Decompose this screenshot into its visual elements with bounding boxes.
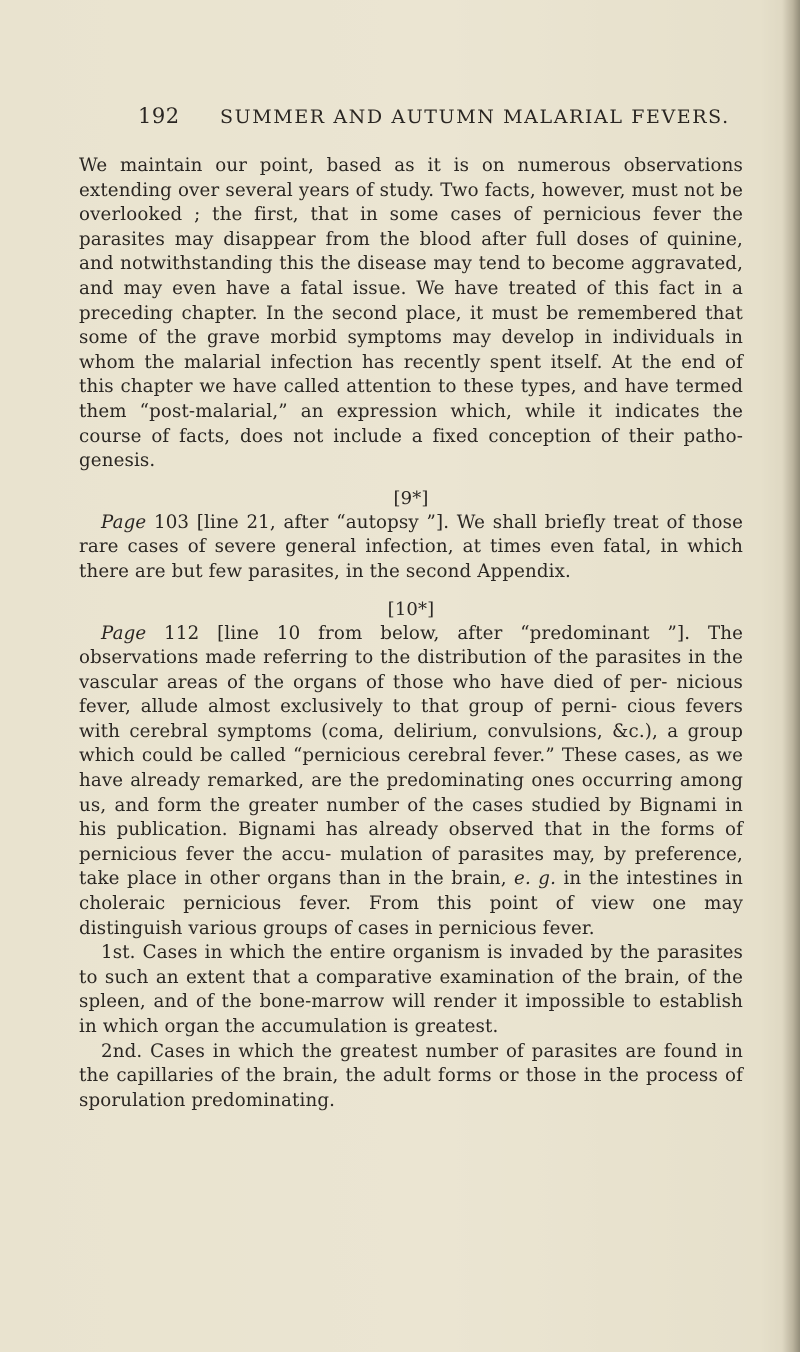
paragraph-first-case: 1st. Cases in which the entire organism is invaded by the parasites to such an extent that a comparative examination of the brain, of the spleen, and of the bone-marrow will render it impossible to establish in which organ the accumulation is greatest. xyxy=(79,942,743,1037)
page-header xyxy=(138,104,778,134)
paragraph-maintain-point: We maintain our point, based as it is on numerous observations extending over several years of study. Two facts, however, must not be overlooked ; the first, that in some cases of pernicious fever the parasites may disappear from the blood after full doses of quinine, and notwithstanding this the disease may tend to become aggravated, and may even have a fatal issue. We have treated of this fact in a preceding chapter. In the second place, it must be remembered that some of the grave morbid symptoms may develop in individuals in whom the malarial infection has recently spent itself. At the end of this chapter we have called attention to these types, and have termed them “post-malarial,” an expression which, while it indicates the course of facts, does not include a fixed conception of their patho- genesis. xyxy=(79,155,743,472)
note-10-paragraph xyxy=(79,622,743,942)
paragraph-second-case: 2nd. Cases in which the greatest number of parasites are found in the capillaries of the brain, the adult forms or those in the process of sporulation predominating. xyxy=(79,1040,743,1111)
note-10-text: 112 [line 10 from below, after “predominant ”]. The observations made referring to the distribution of the parasites in the vascular areas of the organs of those who have died of per- nicious fever, allude almost exclusively to that group of perni- cious fevers with cerebral symptoms (coma, delirium, convulsions, &c.), a group which could be called “pernicious cerebral fever.” These cases, as we have already remarked, are the predominating ones occurring among us, and form the greater number of the cases studied by Bignami in his publication. Bignami has already observed that in the forms of pernicious fever the accu- mulation of parasites may, by preference, take place in other organs than in the brain, xyxy=(79,622,744,890)
body-text xyxy=(79,154,743,1113)
page-number: 192 xyxy=(138,104,180,128)
note-10-eg: e. g. xyxy=(514,868,557,890)
note-10-text-end: in the intestines in choleraic pernicious fever. From this point of view one may distinguish various groups of cases in pernicious fever. xyxy=(79,868,743,939)
note-9-page-label: Page xyxy=(101,511,147,533)
page-edge-shadow xyxy=(782,0,800,1352)
running-title: SUMMER AND AUTUMN MALARIAL FEVERS. xyxy=(220,106,730,128)
note-10-page-label: Page xyxy=(101,622,147,644)
note-9-text: 103 [line 21, after “autopsy ”]. We shall briefly treat of those rare cases of severe general infection, at times even fatal, in which there are but few parasites, in the second Appendix. xyxy=(79,511,743,582)
note-9-paragraph xyxy=(79,511,743,585)
note-marker-9: [9*] xyxy=(393,487,429,509)
note-marker-10: [10*] xyxy=(387,598,435,620)
